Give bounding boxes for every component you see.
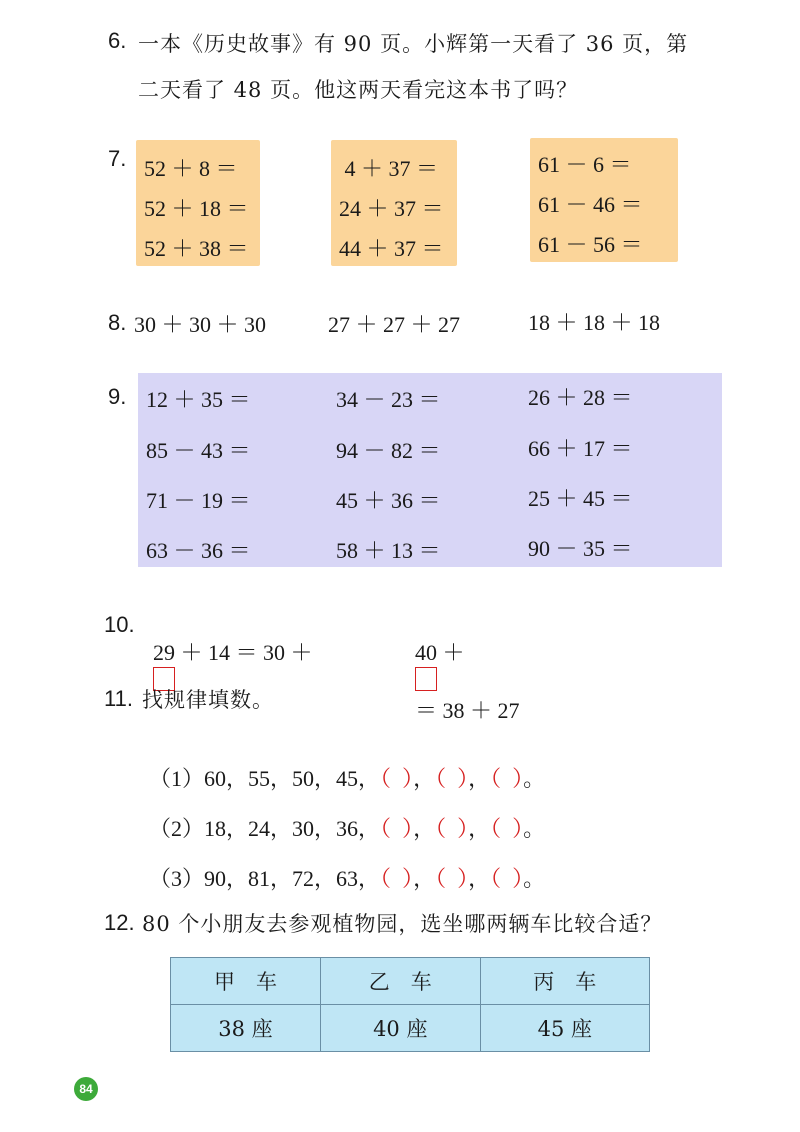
q11-end: 。 bbox=[523, 816, 546, 841]
q11-comma: ， bbox=[468, 816, 491, 841]
q11-comma: ， bbox=[413, 766, 436, 791]
q8-item: 27 ＋ 27 ＋ 27 bbox=[328, 312, 461, 337]
q9-number: 9. bbox=[108, 384, 127, 409]
q9-expr: 94 － 82 ＝ bbox=[336, 438, 441, 463]
q11-label: （2） bbox=[149, 816, 205, 841]
page-number-badge: 84 bbox=[74, 1077, 98, 1101]
q6-number: 6. bbox=[108, 28, 127, 53]
q11-blank[interactable]: （ ） bbox=[380, 816, 414, 841]
q11-blank[interactable]: （ ） bbox=[435, 816, 469, 841]
q7-group-3 bbox=[530, 138, 678, 262]
bus-table bbox=[170, 957, 650, 1052]
q11-blank[interactable]: （ ） bbox=[435, 866, 469, 891]
q7-group-1 bbox=[136, 140, 260, 266]
table-header-row bbox=[171, 958, 650, 1005]
q9-expr: 90 － 35 ＝ bbox=[528, 536, 633, 561]
q9-box bbox=[138, 373, 722, 567]
q9-expr: 26 ＋ 28 ＝ bbox=[528, 385, 633, 410]
q11-label: （1） bbox=[149, 766, 205, 791]
q10-right-prefix: 40 ＋ bbox=[415, 640, 465, 665]
q9-expr: 12 ＋ 35 ＝ bbox=[146, 387, 251, 412]
q7-expr: 4 ＋ 37 ＝ bbox=[339, 156, 439, 181]
q10-answer-box-2[interactable] bbox=[415, 667, 437, 691]
q9-expr: 85 － 43 ＝ bbox=[146, 438, 251, 463]
q11-blank[interactable]: （ ） bbox=[490, 816, 524, 841]
table-cell: 40 座 bbox=[320, 1005, 480, 1052]
q7-expr: 52 ＋ 8 ＝ bbox=[144, 156, 238, 181]
q11-line-1 bbox=[138, 736, 545, 793]
q11-blank[interactable]: （ ） bbox=[435, 766, 469, 791]
q11-blank[interactable]: （ ） bbox=[380, 766, 414, 791]
q11-blank[interactable]: （ ） bbox=[490, 866, 524, 891]
q6-line2: 二天看了 48 页。他这两天看完这本书了吗？ bbox=[138, 78, 579, 102]
q11-comma: ， bbox=[413, 866, 436, 891]
q12-number: 12. bbox=[104, 910, 135, 935]
q7-expr: 24 ＋ 37 ＝ bbox=[339, 196, 444, 221]
q7-group-2 bbox=[331, 140, 457, 266]
q9-expr: 71 － 19 ＝ bbox=[146, 488, 251, 513]
q11-line-3 bbox=[138, 836, 545, 893]
q11-sequence: 60，55，50，45， bbox=[204, 766, 381, 791]
q11-end: 。 bbox=[523, 866, 546, 891]
q11-number: 11. bbox=[104, 686, 133, 711]
table-header-cell: 乙 车 bbox=[320, 958, 480, 1005]
q8-item: 18 ＋ 18 ＋ 18 bbox=[528, 310, 661, 335]
q11-sequence: 90，81，72，63， bbox=[204, 866, 381, 891]
q7-expr: 52 ＋ 18 ＝ bbox=[144, 196, 249, 221]
q11-end: 。 bbox=[523, 766, 546, 791]
q11-label: （3） bbox=[149, 866, 205, 891]
q11-sequence: 18，24，30，36， bbox=[204, 816, 381, 841]
table-cell: 38 座 bbox=[171, 1005, 321, 1052]
q11-blank[interactable]: （ ） bbox=[380, 866, 414, 891]
table-header-cell: 丙 车 bbox=[480, 958, 649, 1005]
q9-expr: 66 ＋ 17 ＝ bbox=[528, 436, 633, 461]
q10-right-suffix: ＝ 38 ＋ 27 bbox=[415, 698, 520, 723]
q10-right-expression bbox=[404, 610, 520, 725]
q11-comma: ， bbox=[413, 816, 436, 841]
table-row bbox=[171, 1005, 650, 1052]
q8-item: 30 ＋ 30 ＋ 30 bbox=[134, 312, 267, 337]
q9-expr: 45 ＋ 36 ＝ bbox=[336, 488, 441, 513]
q7-expr: 61 － 46 ＝ bbox=[538, 192, 643, 217]
q11-line-2 bbox=[138, 786, 545, 843]
q12-text: 80 个小朋友去参观植物园，选坐哪两辆车比较合适？ bbox=[142, 912, 663, 936]
q9-expr: 25 ＋ 45 ＝ bbox=[528, 486, 633, 511]
q9-expr: 34 － 23 ＝ bbox=[336, 387, 441, 412]
q10-left-text: 29 ＋ 14 ＝ 30 ＋ bbox=[153, 640, 313, 665]
q6-line1: 一本《历史故事》有 90 页。小辉第一天看了 36 页，第 bbox=[138, 32, 689, 56]
q10-left-expression bbox=[142, 610, 313, 694]
q11-comma: ， bbox=[468, 866, 491, 891]
q11-blank[interactable]: （ ） bbox=[490, 766, 524, 791]
q8-number: 8. bbox=[108, 310, 127, 335]
q9-expr: 58 ＋ 13 ＝ bbox=[336, 538, 441, 563]
q11-title: 找规律填数。 bbox=[142, 688, 274, 712]
q10-number: 10. bbox=[104, 612, 135, 637]
q7-expr: 61 － 6 ＝ bbox=[538, 152, 632, 177]
q9-expr: 63 － 36 ＝ bbox=[146, 538, 251, 563]
q7-expr: 61 － 56 ＝ bbox=[538, 232, 643, 257]
table-cell: 45 座 bbox=[480, 1005, 649, 1052]
table-header-cell: 甲 车 bbox=[171, 958, 321, 1005]
q7-expr: 44 ＋ 37 ＝ bbox=[339, 236, 444, 261]
q7-number: 7. bbox=[108, 146, 127, 171]
q7-expr: 52 ＋ 38 ＝ bbox=[144, 236, 249, 261]
q11-comma: ， bbox=[468, 766, 491, 791]
